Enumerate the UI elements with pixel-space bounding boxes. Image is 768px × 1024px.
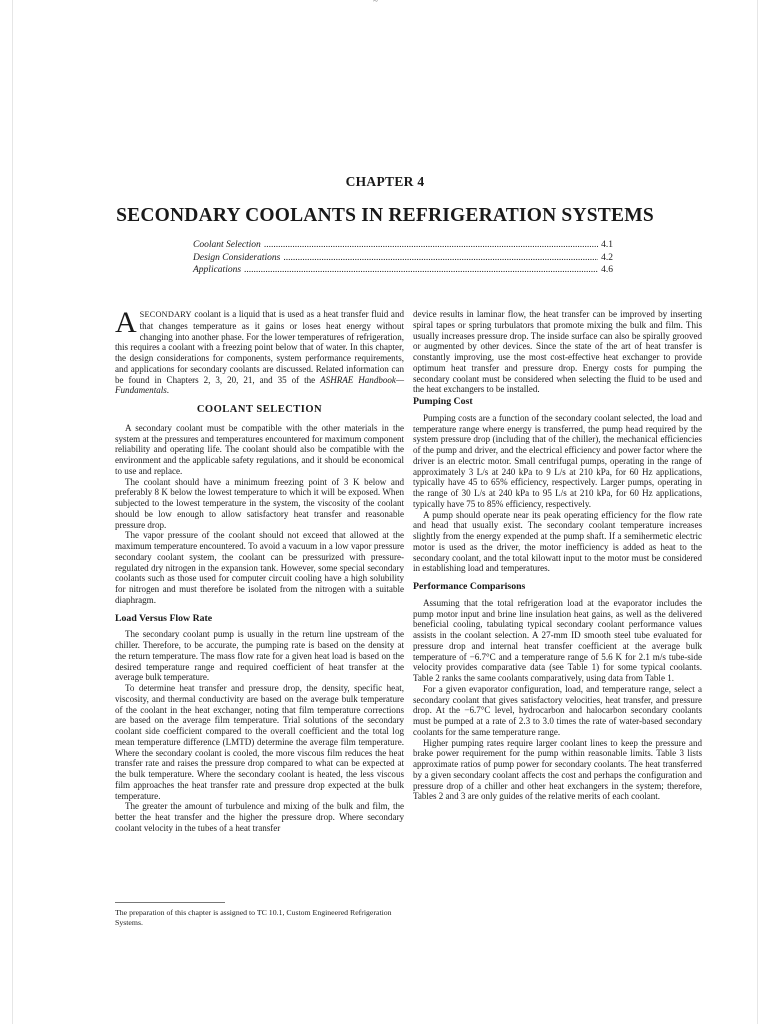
footnote-rule <box>115 902 225 903</box>
toc-entry[interactable] <box>193 240 613 253</box>
subsection-heading-performance: Performance Comparisons <box>413 581 526 592</box>
toc-leader <box>244 265 598 275</box>
toc-entry[interactable] <box>193 253 613 266</box>
table-of-contents <box>193 240 613 278</box>
body-paragraph: Pumping costs are a function of the secondary coolant selected, the load and temperature range where energy is transferred, the pump head required by the system pressure drop (including that of the chiller), the mechanical efficiencies of the pump and driver, and the electrical efficiency and power factor where the driver is an electric motor. Small centrifugal pumps, operating in the range of approximately 3 L/s at 240 kPa to 9 L/s at 210 kPa, for 60 Hz applications, typically have 45 to 65% efficiency, respectively. Larger pumps, operating in the range of 30 L/s at 240 kPa to 95 L/s at 210 kPa, for 60 Hz applications, typically have 75 to 85% efficiency, respectively. <box>413 412 702 509</box>
body-paragraph: To determine heat transfer and pressure drop, the density, specific heat, viscosity, and thermal conductivity are based on the average bulk temperature of the coolant in the heat exchanger, noting that film temperature corrections are based on the average film temperature. Trial solutions of the secondary coolant side coefficient compared to the overall coefficient and the total log mean temperature difference (LMTD) determine the average film temperature. Where the secondary coolant is cooled, the more viscous film reduces the heat transfer rate and raises the pressure drop compared to what can be expected at the bulk temperature. Where the secondary coolant is heated, the less viscous film approaches the heat transfer rate and pressure drop expected at the bulk temperature. <box>115 683 404 801</box>
intro-lead: SECONDARY <box>139 310 192 319</box>
handbook-reference: ASHRAE Handbook—Fundamentals <box>115 374 404 396</box>
toc-entry[interactable] <box>193 265 613 278</box>
body-paragraph: The coolant should have a minimum freezing point of 3 K below and preferably 8 K below the lowest temperature to which it will be exposed. When subjected to the lowest temperature in the system, the viscosity of the coolant should be low enough to allow satisfactory heat transfer and reasonable pressure drop. <box>115 476 404 530</box>
intro-text: coolant is a liquid that is used as a heat transfer fluid and that changes temperature as it gains or loses heat energy without changing into another phase. For the lower temperatures of refrigeration, this requires a coolant with a freezing point below that of water. In this chapter, the design considerations for components, system performance requirements, and applications for secondary coolants are discussed. Related information can be found in Chapters 2, 3, 20, 21, and 35 of the <box>115 309 404 385</box>
scan-mark: ~ <box>373 0 378 6</box>
body-paragraph: The secondary coolant pump is usually in the return line upstream of the chiller. Therefore, to be accurate, the pumping rate is based on the density at the return temperature. The mass flow rate for a given heat load is based on the desired temperature range and required coefficient of heat transfer at the average bulk temperature. <box>115 629 404 683</box>
chapter-title: SECONDARY COOLANTS IN REFRIGERATION SYSTEMS <box>116 205 654 226</box>
document-page <box>12 0 758 1024</box>
body-paragraph: The greater the amount of turbulence and mixing of the bulk and film, the better the heat transfer and the higher the pressure drop. Where secondary coolant velocity in the tubes of a heat transfer <box>115 801 404 833</box>
body-paragraph: The vapor pressure of the coolant should not exceed that allowed at the maximum temperature encountered. To avoid a vacuum in a low vapor pressure secondary coolant system, the coolant can be pressurized with pressure-regulated dry nitrogen in the expansion tank. However, some special secondary coolants such as those used for computer circuit cooling have a high solubility for nitrogen and must therefore be isolated from the nitrogen with a suitable diaphragm. <box>115 530 404 605</box>
toc-entry-title: Coolant Selection <box>193 240 261 250</box>
right-column <box>413 309 702 802</box>
subsection-heading-load-vs-flow: Load Versus Flow Rate <box>115 612 213 624</box>
body-paragraph: device results in laminar flow, the heat transfer can be improved by inserting spiral tapes or spring turbulators that promote mixing the bulk and film. This usually increases pressure drop. The inside surface can also be spirally grooved or augmented by other devices. Since the state of the art of heat transfer is constantly improving, use the most cost-effective heat exchanger to provide optimum heat transfer and pressure drop. Energy costs for pumping the secondary coolant must be considered when selecting the fluid to be used and the heat exchangers to be installed. <box>413 309 702 395</box>
toc-entry-title: Applications <box>193 265 242 275</box>
toc-entry-page: 4.2 <box>601 252 613 263</box>
subsection-heading-pumping-cost: Pumping Cost <box>413 396 473 407</box>
body-paragraph: A pump should operate near its peak operating efficiency for the flow rate and head that usually exist. The secondary coolant temperature increases slightly from the energy expended at the pump shaft. If a semihermetic electric motor is used as the driver, the motor inefficiency is added as heat to the secondary coolant, and the total kilowatt input to the motor must be considered in establishing load and temperatures. <box>413 509 702 574</box>
drop-cap: A <box>115 306 137 339</box>
intro-paragraph <box>115 306 404 396</box>
intro-end: . <box>166 385 170 396</box>
body-paragraph: For a given evaporator configuration, load, and temperature range, select a secondary coolant that gives satisfactory velocities, heat transfer, and pressure drop. At the −6.7°C level, hydrocarbon and halocarbon secondary coolants must be pumped at a rate of 2.3 to 3.0 times the rate of water-based secondary coolants for the same temperature range. <box>413 683 702 737</box>
toc-entry-page: 4.1 <box>601 240 613 250</box>
body-paragraph: Assuming that the total refrigeration load at the evaporator includes the pump motor input and brine line insulation heat gains, as well as the delivered beneficial cooling, tabulating typical secondary coolant performance values assists in the coolant selection. A 27-mm ID smooth steel tube evaluated for pressure drop and internal heat transfer coefficient at the average bulk temperature of −6.7°C and a temperature range of 5.6 K for 2.1 m/s tube-side velocity provides comparative data (see Table 1) for some typical coolants. Table 2 ranks the same coolants comparatively, using data from Table 1. <box>413 597 702 683</box>
toc-leader <box>283 253 598 263</box>
body-paragraph: Higher pumping rates require larger coolant lines to keep the pressure and brake power requirement for the pump within reasonable limits. Table 3 lists approximate ratios of pump power for secondary coolants. The heat transferred by a given secondary coolant affects the cost and perhaps the configuration and pressure drop of a chiller and other heat exchangers in the system; therefore, Tables 2 and 3 are only guides of the relative merits of each coolant. <box>413 737 702 802</box>
toc-entry-title: Design Considerations <box>193 252 281 263</box>
section-heading-coolant-selection: COOLANT SELECTION <box>196 404 323 415</box>
left-column <box>115 306 404 834</box>
footnote: The preparation of this chapter is assigned to TC 10.1, Custom Engineered Refrigeration Systems. <box>115 908 392 927</box>
toc-entry-page: 4.6 <box>601 265 613 275</box>
body-paragraph: A secondary coolant must be compatible with the other materials in the system at the pressures and temperatures encountered for maximum component reliability and operating life. The coolant should also be compatible with the environment and the applicable safety regulations, and it should be economical to use and replace. <box>115 422 404 476</box>
toc-leader <box>264 240 598 250</box>
chapter-number: CHAPTER 4 <box>345 174 425 189</box>
